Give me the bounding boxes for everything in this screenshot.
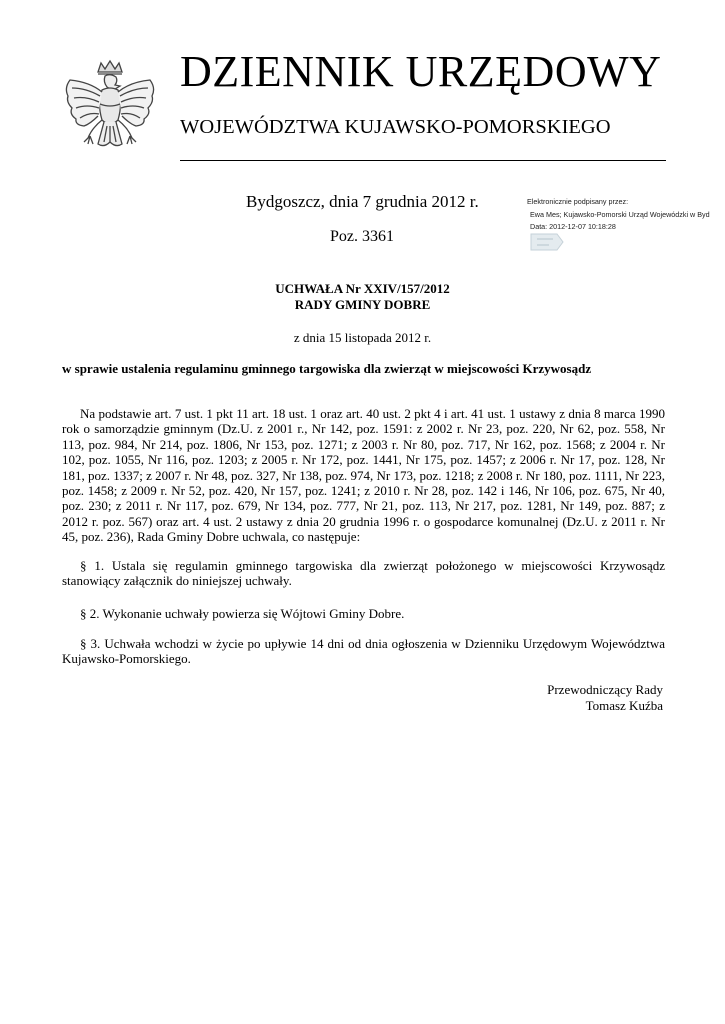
signature-label: Elektronicznie podpisany przez: (527, 197, 629, 206)
place-date: Bydgoszcz, dnia 7 grudnia 2012 r. (246, 192, 479, 211)
resolution-body: RADY GMINY DOBRE (294, 297, 431, 312)
section-2-paragraph: § 2. Wykonanie uchwały powierza się Wójtowi Gminy Dobre. (80, 606, 405, 621)
journal-title: DZIENNIK URZĘDOWY (180, 47, 662, 96)
preamble-paragraph: Na podstawie art. 7 ust. 1 pkt 11 art. 18 ust. 1 oraz art. 40 ust. 2 pkt 4 i art. 41 ust. 1 ustawy z dnia 8 marca 1990 rok o samorządzie gminnym (Dz.U. z 2001 r., Nr 142, poz. 1591: z 2002 r. Nr 23, poz. 220, Nr 62, poz. 558, Nr 113, poz. 984, Nr 214, poz. 1806, Nr 153, poz. 1271; z 2003 r. Nr 80, poz. 717, Nr 162, poz. 1568; z 2004 r. Nr 102, poz. 1055, Nr 116, poz. 1203; z 2005 r. Nr 172, poz. 1441, Nr 175, poz. 1457; z 2006 r. Nr 17, poz. 128, Nr 181, poz. 1337; z 2007 r. Nr 48, poz. 327, Nr 138, poz. 974, Nr 173, poz. 1218; z 2008 r. Nr 180, poz. 1111, Nr 223, poz. 1458; z 2009 r. Nr 52, poz. 420, Nr 157, poz. 1241; z 2010 r. Nr 28, poz. 142 i 146, Nr 106, poz. 675, Nr 40, poz. 230; z 2011 r. Nr 117, poz. 679, Nr 134, poz. 777, Nr 21, poz. 113, Nr 217, poz. 1281, Nr 149, poz. 887; z 2012 r. poz. 567) oraz art. 4 ust. 2 ustawy z dnia 20 grudnia 1996 r. o gospodarce komunalnej (Dz.U. z 2011 r. Nr 45, poz. 236), Rada Gminy Dobre uchwala, co następuje: (62, 406, 665, 545)
signature-role: Przewodniczący Rady (547, 682, 663, 697)
section-3-paragraph: § 3. Uchwała wchodzi w życie po upływie 14 dni od dnia ogłoszenia w Dzienniku Urzędowym Województwa Kujawsko-Pomorskiego. (62, 636, 665, 667)
chairman-signature (547, 682, 663, 714)
resolution-title: UCHWAŁA Nr XXIV/157/2012 (275, 281, 450, 296)
resolution-date: z dnia 15 listopada 2012 r. (293, 330, 432, 345)
header-divider (180, 160, 666, 161)
resolution-subject: w sprawie ustalenia regulaminu gminnego targowiska dla zwierząt w miejscowości Krzywosądz (62, 361, 592, 376)
polish-eagle-emblem (60, 58, 160, 166)
signature-name: Tomasz Kuźba (585, 698, 663, 713)
electronic-signature-block (527, 194, 725, 254)
section-1-paragraph: § 1. Ustala się regulamin gminnego targowiska dla zwierząt położonego w miejscowości Krzywosądz stanowiący załącznik do niniejszej uchwały. (62, 558, 665, 589)
position-number: Poz. 3361 (330, 228, 394, 245)
signature-signer: Ewa Mes; Kujawsko-Pomorski Urząd Wojewódzki w Byd (530, 210, 710, 219)
signature-mark-icon (527, 230, 567, 254)
journal-subtitle: WOJEWÓDZTWA KUJAWSKO-POMORSKIEGO (180, 116, 611, 138)
signature-date: Data: 2012-12-07 10:18:28 (530, 222, 616, 231)
